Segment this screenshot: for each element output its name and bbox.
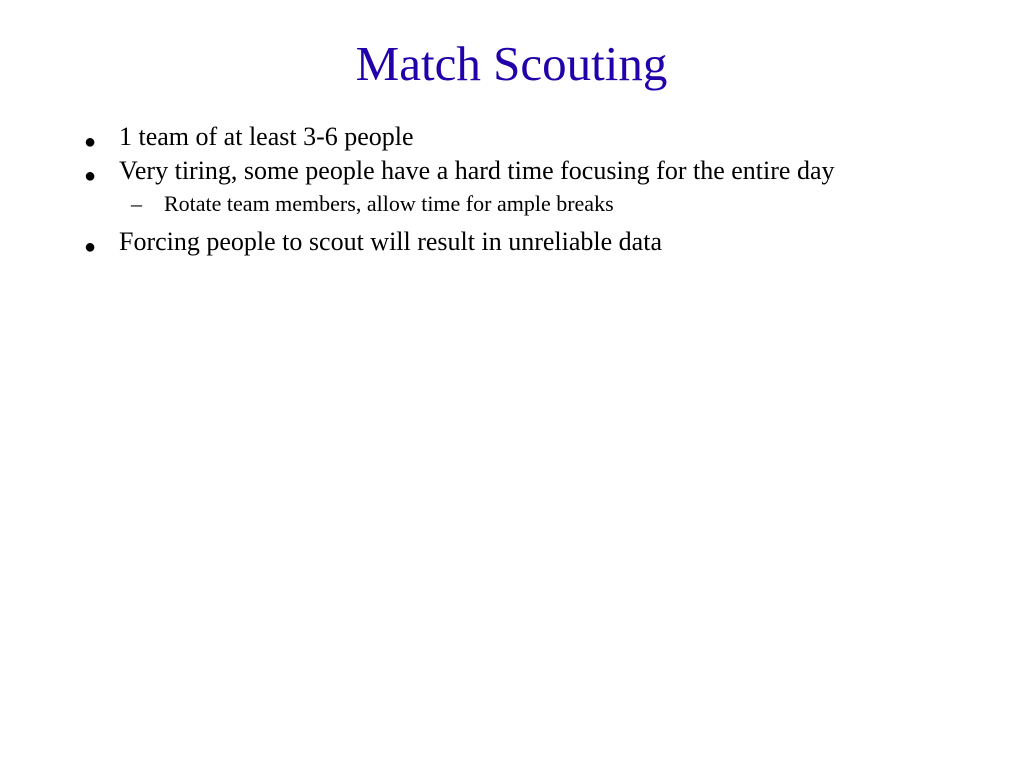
bullet-item-3 [84, 225, 944, 258]
bullet-text: Forcing people to scout will result in unreliable data [119, 227, 662, 256]
bullet-list [84, 120, 944, 258]
bullet-marker: ● [84, 236, 97, 258]
bullet-text: 1 team of at least 3-6 people [119, 122, 414, 151]
bullet-marker: ● [84, 165, 97, 187]
bullet-text: Very tiring, some people have a hard time focusing for the entire day [119, 156, 835, 185]
sub-bullet-text: Rotate team members, allow time for ample breaks [164, 191, 614, 216]
bullet-item-2 [84, 154, 944, 187]
sub-bullet-marker: – [131, 191, 142, 216]
bullet-marker: ● [84, 131, 97, 153]
bullet-item-1 [84, 120, 944, 153]
slide-title: Match Scouting [355, 36, 668, 91]
sub-bullet-item-1 [84, 188, 944, 219]
